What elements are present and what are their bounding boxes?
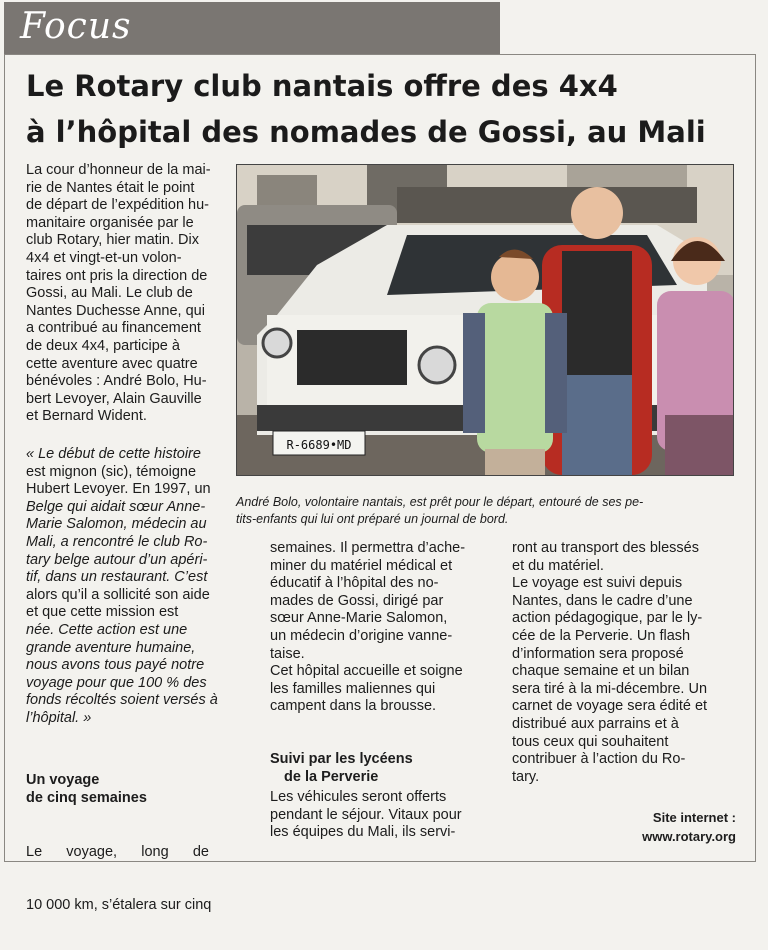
text-line: bert Levoyer, Alain Gauville [26,390,202,407]
voyage-paragraph [26,809,252,950]
text-line: club Rotary, hier matin. Dix [26,232,199,249]
text-line: contribuer à l’action du Ro- [512,751,686,768]
intro-paragraph [26,162,234,426]
text-line: les familles maliennes qui [270,680,436,697]
text-line: ront au transport des blessés [512,540,699,556]
quote-line: nous avons tous payé notre [26,657,205,674]
quote-paragraph [26,446,252,728]
quote-line: Marie Salomon, médecin au [26,516,207,533]
quote-line: Hubert Levoyer. En 1997, un [26,481,211,498]
subhead-line: de la Perverie [284,768,379,785]
subhead-perverie [270,751,413,786]
text-line: La cour d’honneur de la mai- [26,162,211,178]
license-plate: R-6689•MD [286,438,352,452]
website-credit [590,808,736,846]
text-line: miner du matériel médical et [270,557,453,574]
text-line: Nantes Duchesse Anne, qui [26,302,205,319]
text-line: tous ceux qui souhaitent [512,733,669,750]
text-line: mades de Gossi, dirigé par [270,592,444,609]
quote-line: « Le début de cette histoire [26,446,201,462]
text-line: 10 000 km, s’étalera sur cinq [26,896,212,913]
caption-line: André Bolo, volontaire nantais, est prêt pour le départ, entouré de ses pe- [236,495,644,509]
column-2-paragraph [270,540,492,716]
quote-line: née. Cette action est une [26,621,188,638]
quote-line: grande aventure humaine, [26,639,196,656]
text-line: carnet de voyage sera édité et [512,698,708,715]
quote-line: et que cette mission est [26,604,179,621]
text-line: éducatif à l’hôpital des no- [270,575,439,592]
text-line: les équipes du Mali, ils servi- [270,824,456,841]
text-line: Cet hôpital accueille et soigne [270,663,463,680]
text-line: et Bernard Wident. [26,408,147,425]
text-line: semaines. Il permettra d’ache- [270,540,466,556]
text-line: cette aventure avec quatre [26,355,198,372]
subhead-line: Suivi par les lycéens [270,751,413,767]
text-line: manitaire organisée par le [26,214,194,231]
text-line: taise. [270,645,305,662]
photo-illustration [237,165,734,476]
text-line: et du matériel. [512,557,604,574]
text-line: cée de la Perverie. Un flash [512,627,691,644]
subhead-line: de cinq semaines [26,789,147,806]
subhead-line: Un voyage [26,772,100,788]
text-line: Le voyage, long de [26,844,209,861]
text-line: bénévoles : André Bolo, Hu- [26,373,207,390]
text-line: action pédagogique, par le ly- [512,610,703,627]
photo-caption [236,494,756,528]
text-line: tary. [512,768,540,785]
rubric-bar [4,2,500,54]
text-line: a contribué au financement [26,320,201,337]
text-line: Nantes, dans le cadre d’une [512,592,693,609]
article-photo [236,164,734,476]
text-line: de départ de l’expédition hu- [26,197,209,214]
site-label: Site internet : [652,810,736,825]
quote-line: Belge qui aidait sœur Anne- [26,498,206,515]
quote-line: Mali, a rencontré le club Ro- [26,533,208,550]
column-3-paragraph [512,540,736,786]
text-line: d’information sera proposé [512,645,684,662]
text-line: sœur Anne-Marie Salomon, [270,610,448,627]
text-line: un médecin d’origine vanne- [270,627,453,644]
text-line: campent dans la brousse. [270,698,437,715]
text-line: distribué aux parrains et à [512,715,679,732]
quote-line: l’hôpital. » [26,709,92,726]
caption-line: tits-enfants qui lui ont préparé un journal de bord. [236,512,509,526]
quote-line: alors qu’il a sollicité son aide [26,586,210,603]
text-line: de deux 4x4, participe à [26,337,180,354]
text-line: rie de Nantes était le point [26,179,195,196]
quote-line: est mignon (sic), témoigne [26,463,197,480]
text-line: chaque semaine et un bilan [512,663,690,680]
text-line: Le voyage est suivi depuis [512,575,683,592]
text-line: sera tiré à la mi-décembre. Un [512,680,708,697]
headline-line-2: à l’hôpital des nomades de Gossi, au Mali [26,115,706,149]
subhead-voyage [26,772,147,807]
vehicles-paragraph [270,789,492,842]
quote-line: voyage pour que 100 % des [26,674,207,691]
quote-line: tif, dans un restaurant. C’est [26,569,208,586]
site-url[interactable]: www.rotary.org [642,829,736,844]
text-line: Les véhicules seront offerts [270,789,447,805]
quote-line: fonds récoltés soient versés à [26,692,218,709]
headline-line-1: Le Rotary club nantais offre des 4x4 [26,69,618,103]
text-line: taires ont pris la direction de [26,267,208,284]
text-line: 4x4 et vingt-et-un volon- [26,249,182,266]
text-line: Gossi, au Mali. Le club de [26,285,193,302]
rubric-label: Focus [20,6,132,47]
quote-line: tary belge autour d’un apéri- [26,551,208,568]
text-line: pendant le séjour. Vitaux pour [270,806,462,823]
